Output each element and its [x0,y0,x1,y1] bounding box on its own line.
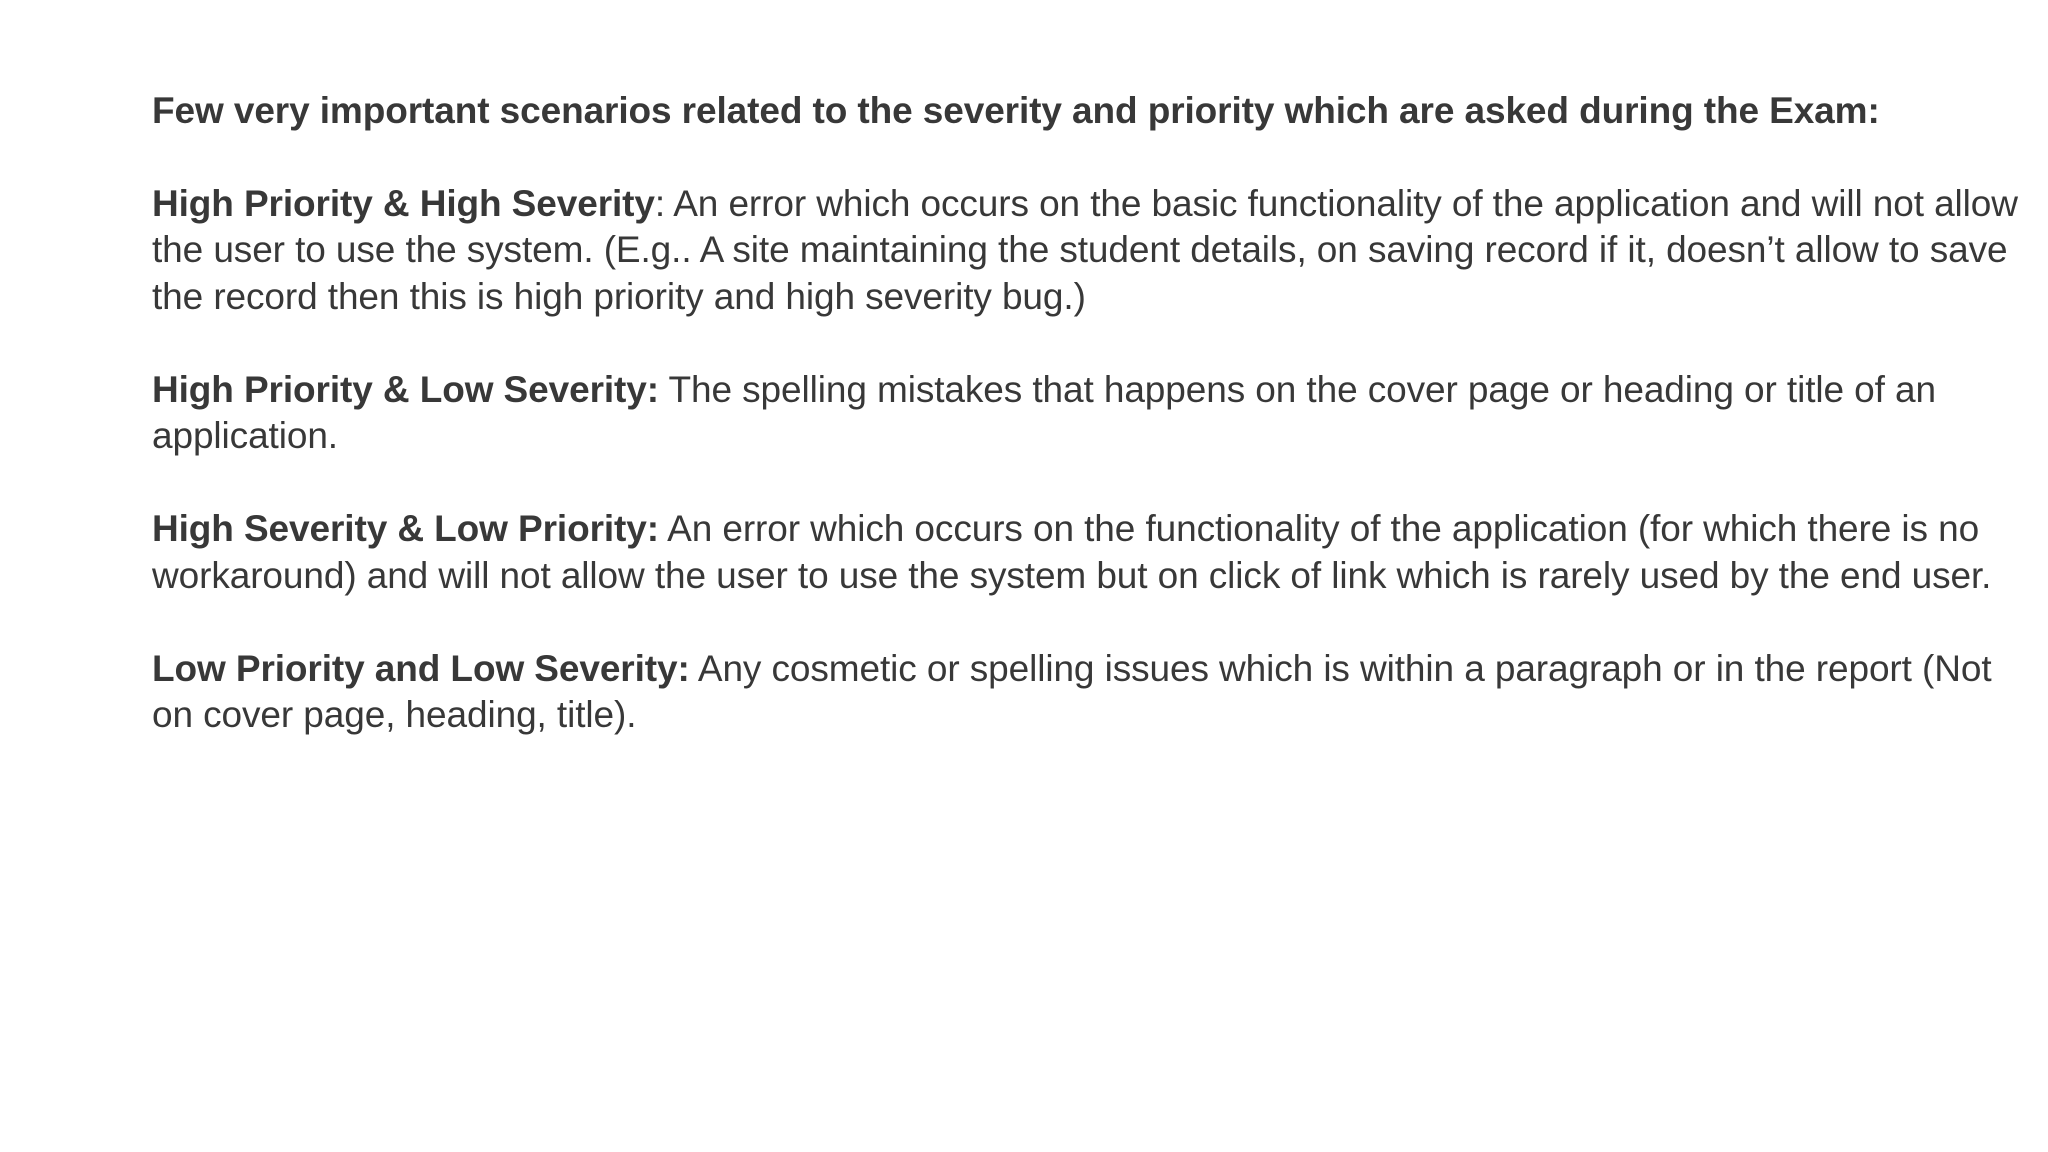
scenario-high-priority-high-severity [152,181,2022,321]
slide-body [152,88,2022,785]
scenario-high-priority-low-severity [152,367,2022,460]
page-heading: Few very important scenarios related to the severity and priority which are asked during the Exam: [152,90,1880,131]
scenario-description: An error which occurs on the functionality of the application (for which there is no workaround) and will not allow the user to use the system but on click of link which is rarely used by the end user. [152,508,1992,596]
scenario-separator: : [654,182,674,224]
scenario-description: An error which occurs on the basic functionality of the application and will not allow the user to use the system. (E.g.. A site maintaining the student details, on saving record if it, doesn’t allow to save the record then this is high priority and high severity bug.) [152,182,2018,317]
scenario-description: The spelling mistakes that happens on the cover page or heading or title of an application. [152,368,1936,456]
scenario-low-priority-low-severity [152,646,2022,739]
scenario-description: Any cosmetic or spelling issues which is within a paragraph or in the report (Not on cover page, heading, title). [152,647,1992,735]
scenario-term: Low Priority and Low Severity: [152,647,690,689]
scenario-term: High Severity & Low Priority: [152,508,659,549]
scenario-separator [659,508,667,549]
scenario-high-severity-low-priority [152,506,2022,599]
scenario-separator [659,369,669,410]
scenario-term: High Priority & Low Severity: [152,368,659,410]
scenario-separator [690,648,698,689]
scenario-term: High Priority & High Severity [152,182,655,224]
